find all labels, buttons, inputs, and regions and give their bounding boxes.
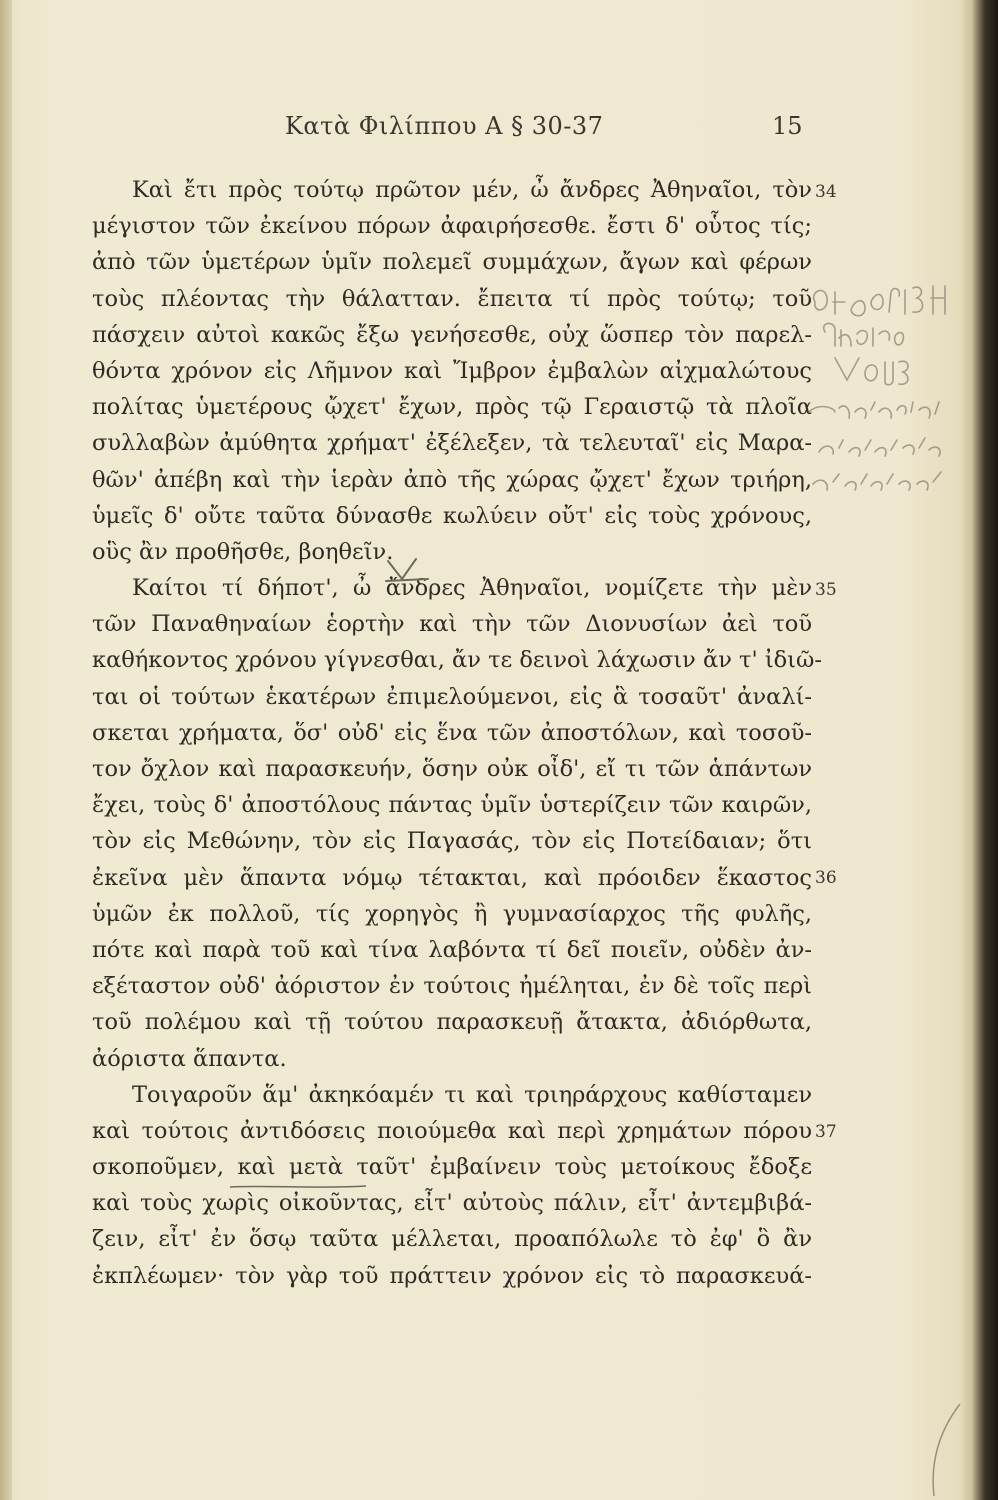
text-line: καὶ τούτοις ἀντιδόσεις ποιούμεθα καὶ περὶ χρημάτων πόρου xyxy=(92,1117,812,1144)
header-title: Κατὰ Φιλίππου Α § 30-37 xyxy=(285,112,604,140)
text-line: ὑμῶν ἐκ πολλοῦ, τίς χορηγὸς ἢ γυμνασίαρχος τῆς φυλῆς, xyxy=(92,900,812,927)
text-line: καὶ τοὺς χωρὶς οἰκοῦντας, εἶτ' αὐτοὺς πάλιν, εἶτ' ἀντεμβιβά- xyxy=(92,1190,812,1217)
text-line: ἔχει, τοὺς δ' ἀποστόλους πάντας ὑμῖν ὑστερίζειν τῶν καιρῶν, xyxy=(92,792,812,819)
text-line: καθήκοντος χρόνου γίγνεσθαι, ἄν τε δεινοὶ λάχωσιν ἄν τ' ἰδιῶ- xyxy=(92,647,822,674)
text-line: τὸν εἰς Μεθώνην, τὸν εἰς Παγασάς, τὸν εἰς Ποτείδαιαν; ὅτι xyxy=(92,828,812,855)
section-number: 35 xyxy=(815,580,837,600)
text-line: ἐκεῖνα μὲν ἅπαντα νόμῳ τέτακται, καὶ πρόοιδεν ἕκαστος xyxy=(92,864,812,891)
body-text xyxy=(92,172,822,1294)
text-line: μέγιστον τῶν ἐκείνου πόρων ἀφαιρήσεσθε. ἔστι δ' οὗτος τίς; xyxy=(92,213,812,240)
text-line: τον ὄχλον καὶ παρασκευήν, ὅσην οὐκ οἶδ', εἴ τι τῶν ἁπάντων xyxy=(92,756,812,782)
page-gutter xyxy=(0,0,12,1500)
text-line: τῶν Παναθηναίων ἑορτὴν καὶ τὴν τῶν Διονυσίων ἀεὶ τοῦ xyxy=(92,611,812,638)
text-line: σκοποῦμεν, καὶ μετὰ ταῦτ' ἐμβαίνειν τοὺς μετοίκους ἔδοξε xyxy=(92,1154,812,1181)
text-line: τοὺς πλέοντας τὴν θάλατταν. ἔπειτα τί πρὸς τούτῳ; τοῦ xyxy=(92,285,812,312)
section-number: 34 xyxy=(815,182,837,202)
text-line: ὑμεῖς δ' οὔτε ταῦτα δύνασθε κωλύειν οὔτ' εἰς τοὺς χρόνους, xyxy=(92,502,812,529)
text-line: Τοιγαροῦν ἅμ' ἀκηκόαμέν τι καὶ τριηράρχους καθίσταμεν xyxy=(132,1081,812,1108)
pencil-annotation xyxy=(805,262,965,522)
text-line: εξέταστον οὐδ' ἀόριστον ἐν τούτοις ἠμέληται, ἐν δὲ τοῖς περὶ xyxy=(92,973,812,1000)
text-line: ζειν, εἶτ' ἐν ὅσῳ ταῦτα μέλλεται, προαπόλωλε τὸ ἐφ' ὃ ἂν xyxy=(92,1226,812,1253)
text-line: τοῦ πολέμου καὶ τῇ τούτου παρασκευῇ ἄτακτα, ἀδιόρθωτα, xyxy=(92,1009,812,1036)
text-line: πάσχειν αὐτοὶ κακῶς ἔξω γενήσεσθε, οὐχ ὥσπερ τὸν παρελ- xyxy=(92,321,812,348)
text-line: ἐκπλέωμεν· τὸν γὰρ τοῦ πράττειν χρόνον εἰς τὸ παρασκευά- xyxy=(92,1262,812,1289)
running-header xyxy=(0,112,998,152)
text-line: πολίτας ὑμετέρους ᾤχετ' ἔχων, πρὸς τῷ Γεραιστῷ τὰ πλοῖα xyxy=(92,394,812,421)
text-line: ται οἱ τούτων ἑκατέρων ἐπιμελούμενοι, εἰς ἃ τοσαῦτ' ἀναλί- xyxy=(92,683,812,710)
pencil-checkmark xyxy=(384,555,434,585)
text-line: συλλαβὼν ἀμύθητα χρήματ' ἐξέλεξεν, τὰ τελευταῖ' εἰς Μαρα- xyxy=(92,430,812,457)
text-line: ἀπὸ τῶν ὑμετέρων ὑμῖν πολεμεῖ συμμάχων, ἄγων καὶ φέρων xyxy=(92,249,812,276)
section-number: 37 xyxy=(815,1122,837,1142)
text-line: θῶν' ἀπέβη καὶ τὴν ἱερὰν ἀπὸ τῆς χώρας ᾤχετ' ἔχων τριήρη, xyxy=(92,466,812,493)
text-line: Καὶ ἔτι πρὸς τούτῳ πρῶτον μέν, ὦ ἄνδρες Ἀθηναῖοι, τὸν xyxy=(132,177,812,203)
page-number: 15 xyxy=(772,112,803,140)
text-line: ἀόριστα ἅπαντα. xyxy=(92,1045,287,1072)
text-line: θόντα χρόνον εἰς Λῆμνον καὶ Ἴμβρον ἐμβαλὼν αἰχμαλώτους xyxy=(92,357,812,384)
text-line: πότε καὶ παρὰ τοῦ καὶ τίνα λαβόντα τί δεῖ ποιεῖν, οὐδὲν ἀν- xyxy=(92,936,812,963)
section-number: 36 xyxy=(815,868,837,888)
pencil-underline xyxy=(228,1183,368,1191)
text-line: οὓς ἂν προθῆσθε, βοηθεῖν. xyxy=(92,538,394,565)
text-line: Καίτοι τί δήποτ', ὦ ἄνδρες Ἀθηναῖοι, νομίζετε τὴν μὲν xyxy=(132,575,812,602)
page-edge-curl xyxy=(920,1400,970,1500)
text-line: σκεται χρήματα, ὅσ' οὐδ' εἰς ἕνα τῶν ἀποστόλων, καὶ τοσοῦ- xyxy=(92,719,812,746)
